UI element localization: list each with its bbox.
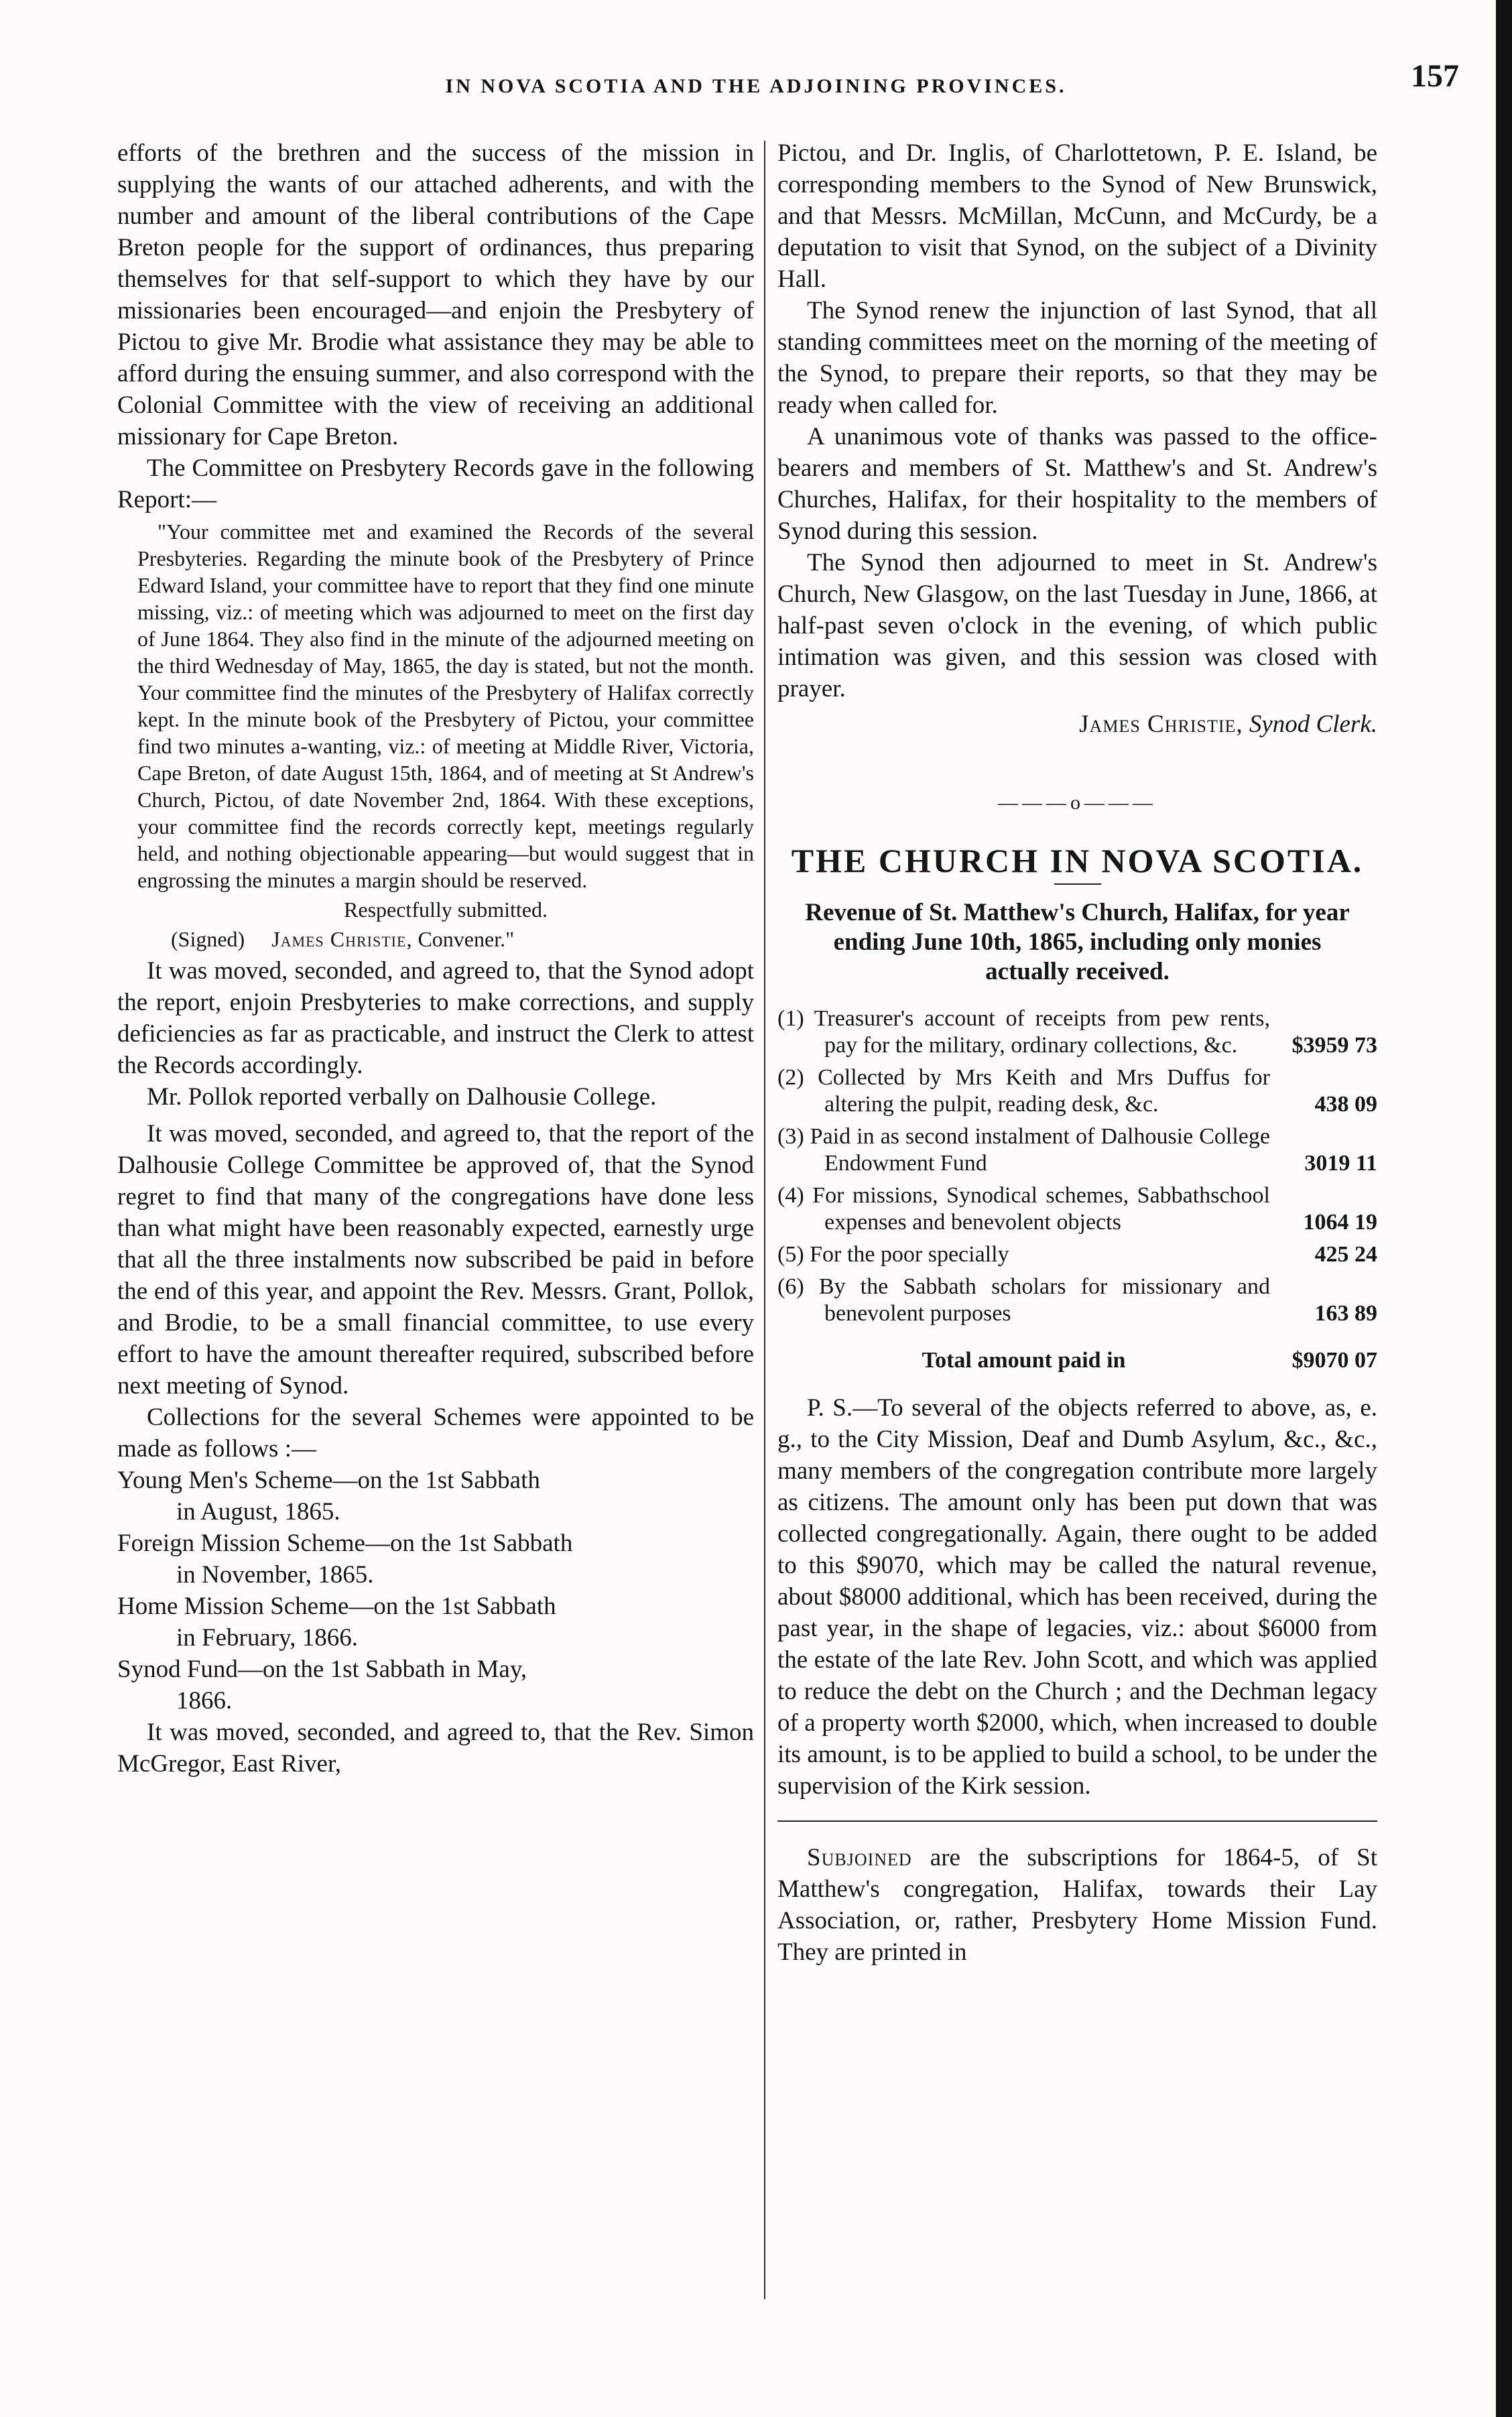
- scheme-name: Home Mission Scheme—on the 1st Sabbath: [117, 1593, 556, 1620]
- ledger-amount: 425 24: [1314, 1242, 1377, 1267]
- paragraph: The Synod then adjourned to meet in St. Andrew's Church, New Glasgow, on the last Tuesday in June, 1866, at half-past seven o'clock in the evening, of which public intimation was given, and this session was closed with prayer.: [777, 549, 1377, 702]
- scheme-date: in February, 1866.: [176, 1624, 358, 1652]
- signed-label: (Signed): [171, 927, 245, 951]
- section-heading: THE CHURCH IN NOVA SCOTIA.: [791, 842, 1364, 879]
- scan-edge: [1496, 0, 1512, 2417]
- paragraph: It was moved, seconded, and agreed to, that the Synod adopt the report, enjoin Presbyteries to make corrections, and supply deficiencies as far as practicable, and instruct the Clerk to attest the Records accordingly.: [117, 957, 754, 1079]
- scheme-name: Synod Fund—on the 1st Sabbath in May,: [117, 1656, 527, 1683]
- ledger-label: (1) Treasurer's account of receipts from pew rents, pay for the military, ordinary collections, &c.: [777, 1006, 1270, 1058]
- paragraph: efforts of the brethren and the success of the mission in supplying the wants of our attached adherents, and with the number and amount of the liberal contributions of the Cape Breton people for the support of ordinances, thus preparing themselves for that self-support to which they have by our missionaries been encouraged—and enjoin the Presbytery of Pictou to give Mr. Brodie what assistance they may be able to afford during the ensuing summer, and also correspond with the Colonial Committee with the view of receiving an additional missionary for Cape Breton.: [117, 139, 754, 450]
- section-rule: [777, 1820, 1377, 1822]
- scheme-item: [117, 1528, 754, 1591]
- scheme-item: [117, 1591, 754, 1654]
- page-number: 157: [1411, 58, 1459, 94]
- ledger-label: (4) For missions, Synodical schemes, Sabbathschool expenses and benevolent objects: [777, 1183, 1270, 1235]
- clerk-name: James Christie,: [1079, 710, 1243, 738]
- ledger-row: [777, 1064, 1377, 1118]
- ledger-label: (6) By the Sabbath scholars for missionary and benevolent purposes: [777, 1274, 1270, 1326]
- scheme-item: [117, 1654, 754, 1717]
- paragraph: The Committee on Presbytery Records gave in the following Report:—: [117, 454, 754, 513]
- ledger-amount: $3959 73: [1292, 1033, 1377, 1058]
- scheme-date: in November, 1865.: [176, 1561, 374, 1589]
- ledger-label: (3) Paid in as second instalment of Dalhousie College Endowment Fund: [777, 1124, 1270, 1176]
- paragraph: Collections for the several Schemes were appointed to be made as follows :—: [117, 1404, 754, 1463]
- scheme-name: Foreign Mission Scheme—on the 1st Sabbath: [117, 1530, 573, 1557]
- section-divider: ———o———: [998, 792, 1157, 814]
- clerk-title: Synod Clerk.: [1249, 710, 1377, 738]
- signed-title: Convener.": [418, 927, 515, 951]
- revenue-ledger: [777, 1005, 1377, 1327]
- heading-rule: [1054, 883, 1101, 885]
- column-divider: [764, 141, 765, 2299]
- paragraph: It was moved, seconded, and agreed to, that the Rev. Simon McGregor, East River,: [117, 1719, 754, 1778]
- clerk-signature: [777, 708, 1377, 740]
- ledger-amount: 163 89: [1314, 1301, 1377, 1326]
- revenue-subheading: Revenue of St. Matthew's Church, Halifax, for year ending June 10th, 1865, including only monies actually received.: [805, 899, 1350, 985]
- ledger-row: [777, 1123, 1377, 1177]
- ledger-row: [777, 1241, 1377, 1268]
- right-column: [777, 137, 1377, 1968]
- ledger-amount: 438 09: [1314, 1092, 1377, 1117]
- paragraph: The Synod renew the injunction of last Synod, that all standing committees meet on the morning of the meeting of the Synod, to prepare their reports, so that they may be ready when called for.: [777, 297, 1377, 419]
- ledger-row: [777, 1182, 1377, 1236]
- report-closing: Respectfully submitted.: [344, 897, 548, 922]
- ledger-label: (5) For the poor specially: [777, 1242, 1009, 1267]
- subjoined-lead: Subjoined: [807, 1844, 912, 1871]
- signed-name: James Christie,: [271, 927, 413, 951]
- paragraph: It was moved, seconded, and agreed to, that the report of the Dalhousie College Committee be approved of, that the Synod regret to find that many of the congregations have done less than what might have been reasonably expected, earnestly urge that all the three instalments now subscribed be paid in before the end of this year, and appoint the Rev. Messrs. Grant, Pollok, and Brodie, to be a small financial committee, to use every effort to have the amount thereafter required, subscribed before next meeting of Synod.: [117, 1120, 754, 1400]
- total-amount: $9070 07: [1292, 1348, 1377, 1373]
- running-header: IN NOVA SCOTIA AND THE ADJOINING PROVINCES.: [445, 75, 1067, 97]
- paragraph: Pictou, and Dr. Inglis, of Charlottetown, P. E. Island, be corresponding members to the Synod of New Brunswick, and that Messrs. McMillan, McCunn, and McCurdy, be a deputation to visit that Synod, on the subject of a Divinity Hall.: [777, 139, 1377, 293]
- postscript: P. S.—To several of the objects referred to above, as, e. g., to the City Mission, Deaf and Dumb Asylum, &c., &c., many members of the congregation contribute more largely as citizens. The amount only has been put down that was collected congregationally. Again, there ought to be added to this $9070, which may be called the natural revenue, about $8000 additional, which has been received, during the past year, in the shape of legacies, viz.: about $6000 from the estate of the late Rev. John Scott, and which was applied to reduce the debt on the Church ; and the Dechman legacy of a property worth $2000, which, when increased to double its amount, is to be applied to build a school, to be under the supervision of the Kirk session.: [777, 1394, 1377, 1800]
- ledger-label: (2) Collected by Mrs Keith and Mrs Duffus for altering the pulpit, reading desk, &c.: [777, 1065, 1270, 1117]
- committee-report: "Your committee met and examined the Records of the several Presbyteries. Regarding the minute book of the Presbytery of Prince Edward Island, your committee have to report that they find one minute missing, viz.: of meeting which was adjourned to meet on the first day of June 1864. They also find in the minute of the adjourned meeting on the third Wednesday of May, 1865, the day is stated, but not the month. Your committee find the minutes of the Presbytery of Halifax correctly kept. In the minute book of the Presbytery of Pictou, your committee find two minutes a-wanting, viz.: of meeting at Middle River, Victoria, Cape Breton, of date August 15th, 1864, and of meeting at St Andrew's Church, Pictou, of date November 2nd, 1864. With these exceptions, your committee find the records correctly kept, meetings regularly held, and nothing objectionable appearing—but would suggest that in engrossing the minutes a margin should be reserved.: [137, 519, 754, 892]
- scheme-item: [117, 1465, 754, 1528]
- ledger-total-row: [777, 1345, 1377, 1376]
- paragraph: A unanimous vote of thanks was passed to the office-bearers and members of St. Matthew's and St. Andrew's Churches, Halifax, for their hospitality to the members of Synod during this session.: [777, 423, 1377, 545]
- ledger-row: [777, 1005, 1377, 1059]
- scheme-date: in August, 1865.: [176, 1498, 340, 1526]
- ledger-amount: 3019 11: [1304, 1151, 1377, 1176]
- scheme-name: Young Men's Scheme—on the 1st Sabbath: [117, 1467, 540, 1494]
- paragraph: [777, 1842, 1377, 1968]
- total-label: Total amount paid in: [922, 1348, 1126, 1373]
- paragraph: Mr. Pollok reported verbally on Dalhousie College.: [147, 1083, 657, 1111]
- subjoined-text: are the subscriptions for 1864-5, of St Matthew's congregation, Halifax, towards their Lay Association, or, rather, Presbytery Home Mission Fund. They are printed in: [777, 1844, 1377, 1966]
- scheme-date: 1866.: [176, 1687, 233, 1715]
- report-signature: [171, 926, 754, 952]
- ledger-row: [777, 1274, 1377, 1327]
- ledger-amount: 1064 19: [1303, 1210, 1377, 1235]
- left-column: [117, 137, 754, 1780]
- schemes-list: [117, 1465, 754, 1717]
